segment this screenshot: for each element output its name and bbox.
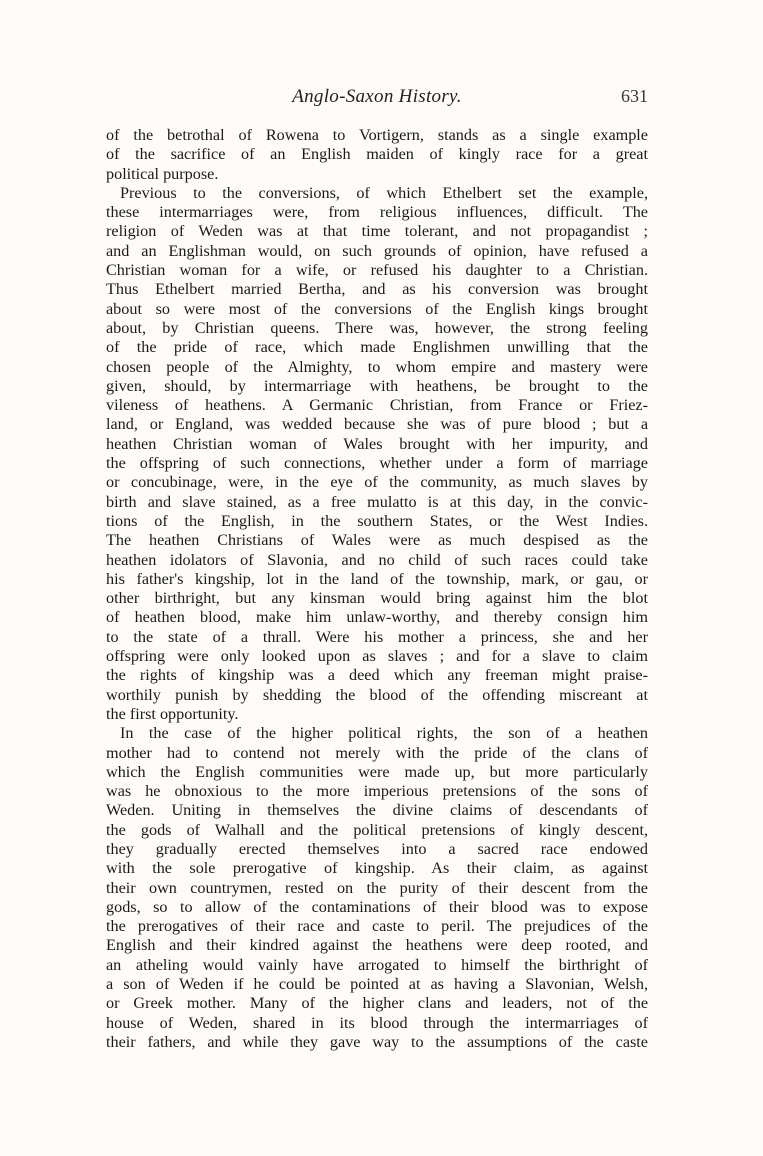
text-line: their own countrymen, rested on the purity of their descent from the <box>106 878 648 897</box>
text-line: vileness of heathens. A Germanic Christian, from France or Friez- <box>106 396 648 415</box>
text-line: about, by Christian queens. There was, however, the strong feeling <box>106 318 648 337</box>
text-line: Thus Ethelbert married Bertha, and as his conversion was brought <box>106 280 648 299</box>
text-line: worthily punish by shedding the blood of the offending miscreant at <box>106 685 648 704</box>
text-line: about so were most of the conversions of the English kings brought <box>106 299 648 318</box>
text-line: heathen Christian woman of Wales brought with her impurity, and <box>106 434 648 453</box>
body-text <box>106 126 648 1052</box>
text-line: English and their kindred against the heathens were deep rooted, and <box>106 936 648 955</box>
text-line: In the case of the higher political rights, the son of a heathen <box>120 724 648 743</box>
text-line: religion of Weden was at that time tolerant, and not propagandist ; <box>106 222 648 241</box>
text-line: given, should, by intermarriage with heathens, be brought to the <box>106 376 648 395</box>
text-line: of the pride of race, which made Englishmen unwilling that the <box>106 338 648 357</box>
text-line: of the betrothal of Rowena to Vortigern, stands as a single example <box>106 126 648 144</box>
text-line: the first opportunity. <box>106 704 239 723</box>
text-line: gods, so to allow of the contaminations of their blood was to expose <box>106 897 648 916</box>
text-line: the gods of Walhall and the political pretensions of kingly descent, <box>106 820 648 839</box>
text-line: which the English communities were made up, but more particularly <box>106 762 648 781</box>
text-line: heathen idolators of Slavonia, and no child of such races could take <box>106 550 648 569</box>
text-line: Christian woman for a wife, or refused his daughter to a Christian. <box>106 261 648 280</box>
page-number: 631 <box>621 86 648 106</box>
running-head <box>106 86 648 116</box>
text-line: Weden. Uniting in themselves the divine claims of descendants of <box>106 801 648 820</box>
text-line: of the sacrifice of an English maiden of kingly race for a great <box>106 145 648 164</box>
text-line: The heathen Christians of Wales were as much despised as the <box>106 531 648 550</box>
text-line: these intermarriages were, from religious influences, difficult. The <box>106 203 648 222</box>
text-line: or Greek mother. Many of the higher clans and leaders, not of the <box>106 994 648 1013</box>
text-line: chosen people of the Almighty, to whom empire and mastery were <box>106 357 648 376</box>
text-line: and an Englishman would, on such grounds of opinion, have refused a <box>106 241 648 260</box>
text-line: political purpose. <box>106 164 219 183</box>
text-line: the prerogatives of their race and caste to peril. The prejudices of the <box>106 917 648 936</box>
text-line: other birthright, but any kinsman would bring against him the blot <box>106 589 648 608</box>
text-line: to the state of a thrall. Were his mother a princess, she and her <box>106 627 648 646</box>
text-line: tions of the English, in the southern States, or the West Indies. <box>106 511 648 530</box>
text-line: of heathen blood, make him unlaw-worthy, and thereby consign him <box>106 608 648 627</box>
text-line: with the sole prerogative of kingship. As their claim, as against <box>106 859 648 878</box>
text-line: the offspring of such connections, whether under a form of marriage <box>106 454 648 473</box>
text-line: their fathers, and while they gave way to the assumptions of the caste <box>106 1032 648 1051</box>
text-line: his father's kingship, lot in the land of the township, mark, or gau, or <box>106 569 648 588</box>
text-line: or concubinage, were, in the eye of the community, as much slaves by <box>106 473 648 492</box>
text-line: offspring were only looked upon as slaves ; and for a slave to claim <box>106 647 648 666</box>
text-line: the rights of kingship was a deed which any freeman might praise- <box>106 666 648 685</box>
running-title: Anglo-Saxon History. <box>292 86 462 107</box>
text-line: a son of Weden if he could be pointed at as having a Slavonian, Welsh, <box>106 975 648 994</box>
text-line: house of Weden, shared in its blood through the intermarriages of <box>106 1013 648 1032</box>
text-line: land, or England, was wedded because she was of pure blood ; but a <box>106 415 648 434</box>
text-line: mother had to contend not merely with the pride of the clans of <box>106 743 648 762</box>
text-line: an atheling would vainly have arrogated to himself the birthright of <box>106 955 648 974</box>
text-line: was he obnoxious to the more imperious pretensions of the sons of <box>106 782 648 801</box>
text-line: they gradually erected themselves into a sacred race endowed <box>106 839 648 858</box>
text-line: birth and slave stained, as a free mulatto is at this day, in the convic- <box>106 492 648 511</box>
text-line: Previous to the conversions, of which Ethelbert set the example, <box>120 183 648 202</box>
